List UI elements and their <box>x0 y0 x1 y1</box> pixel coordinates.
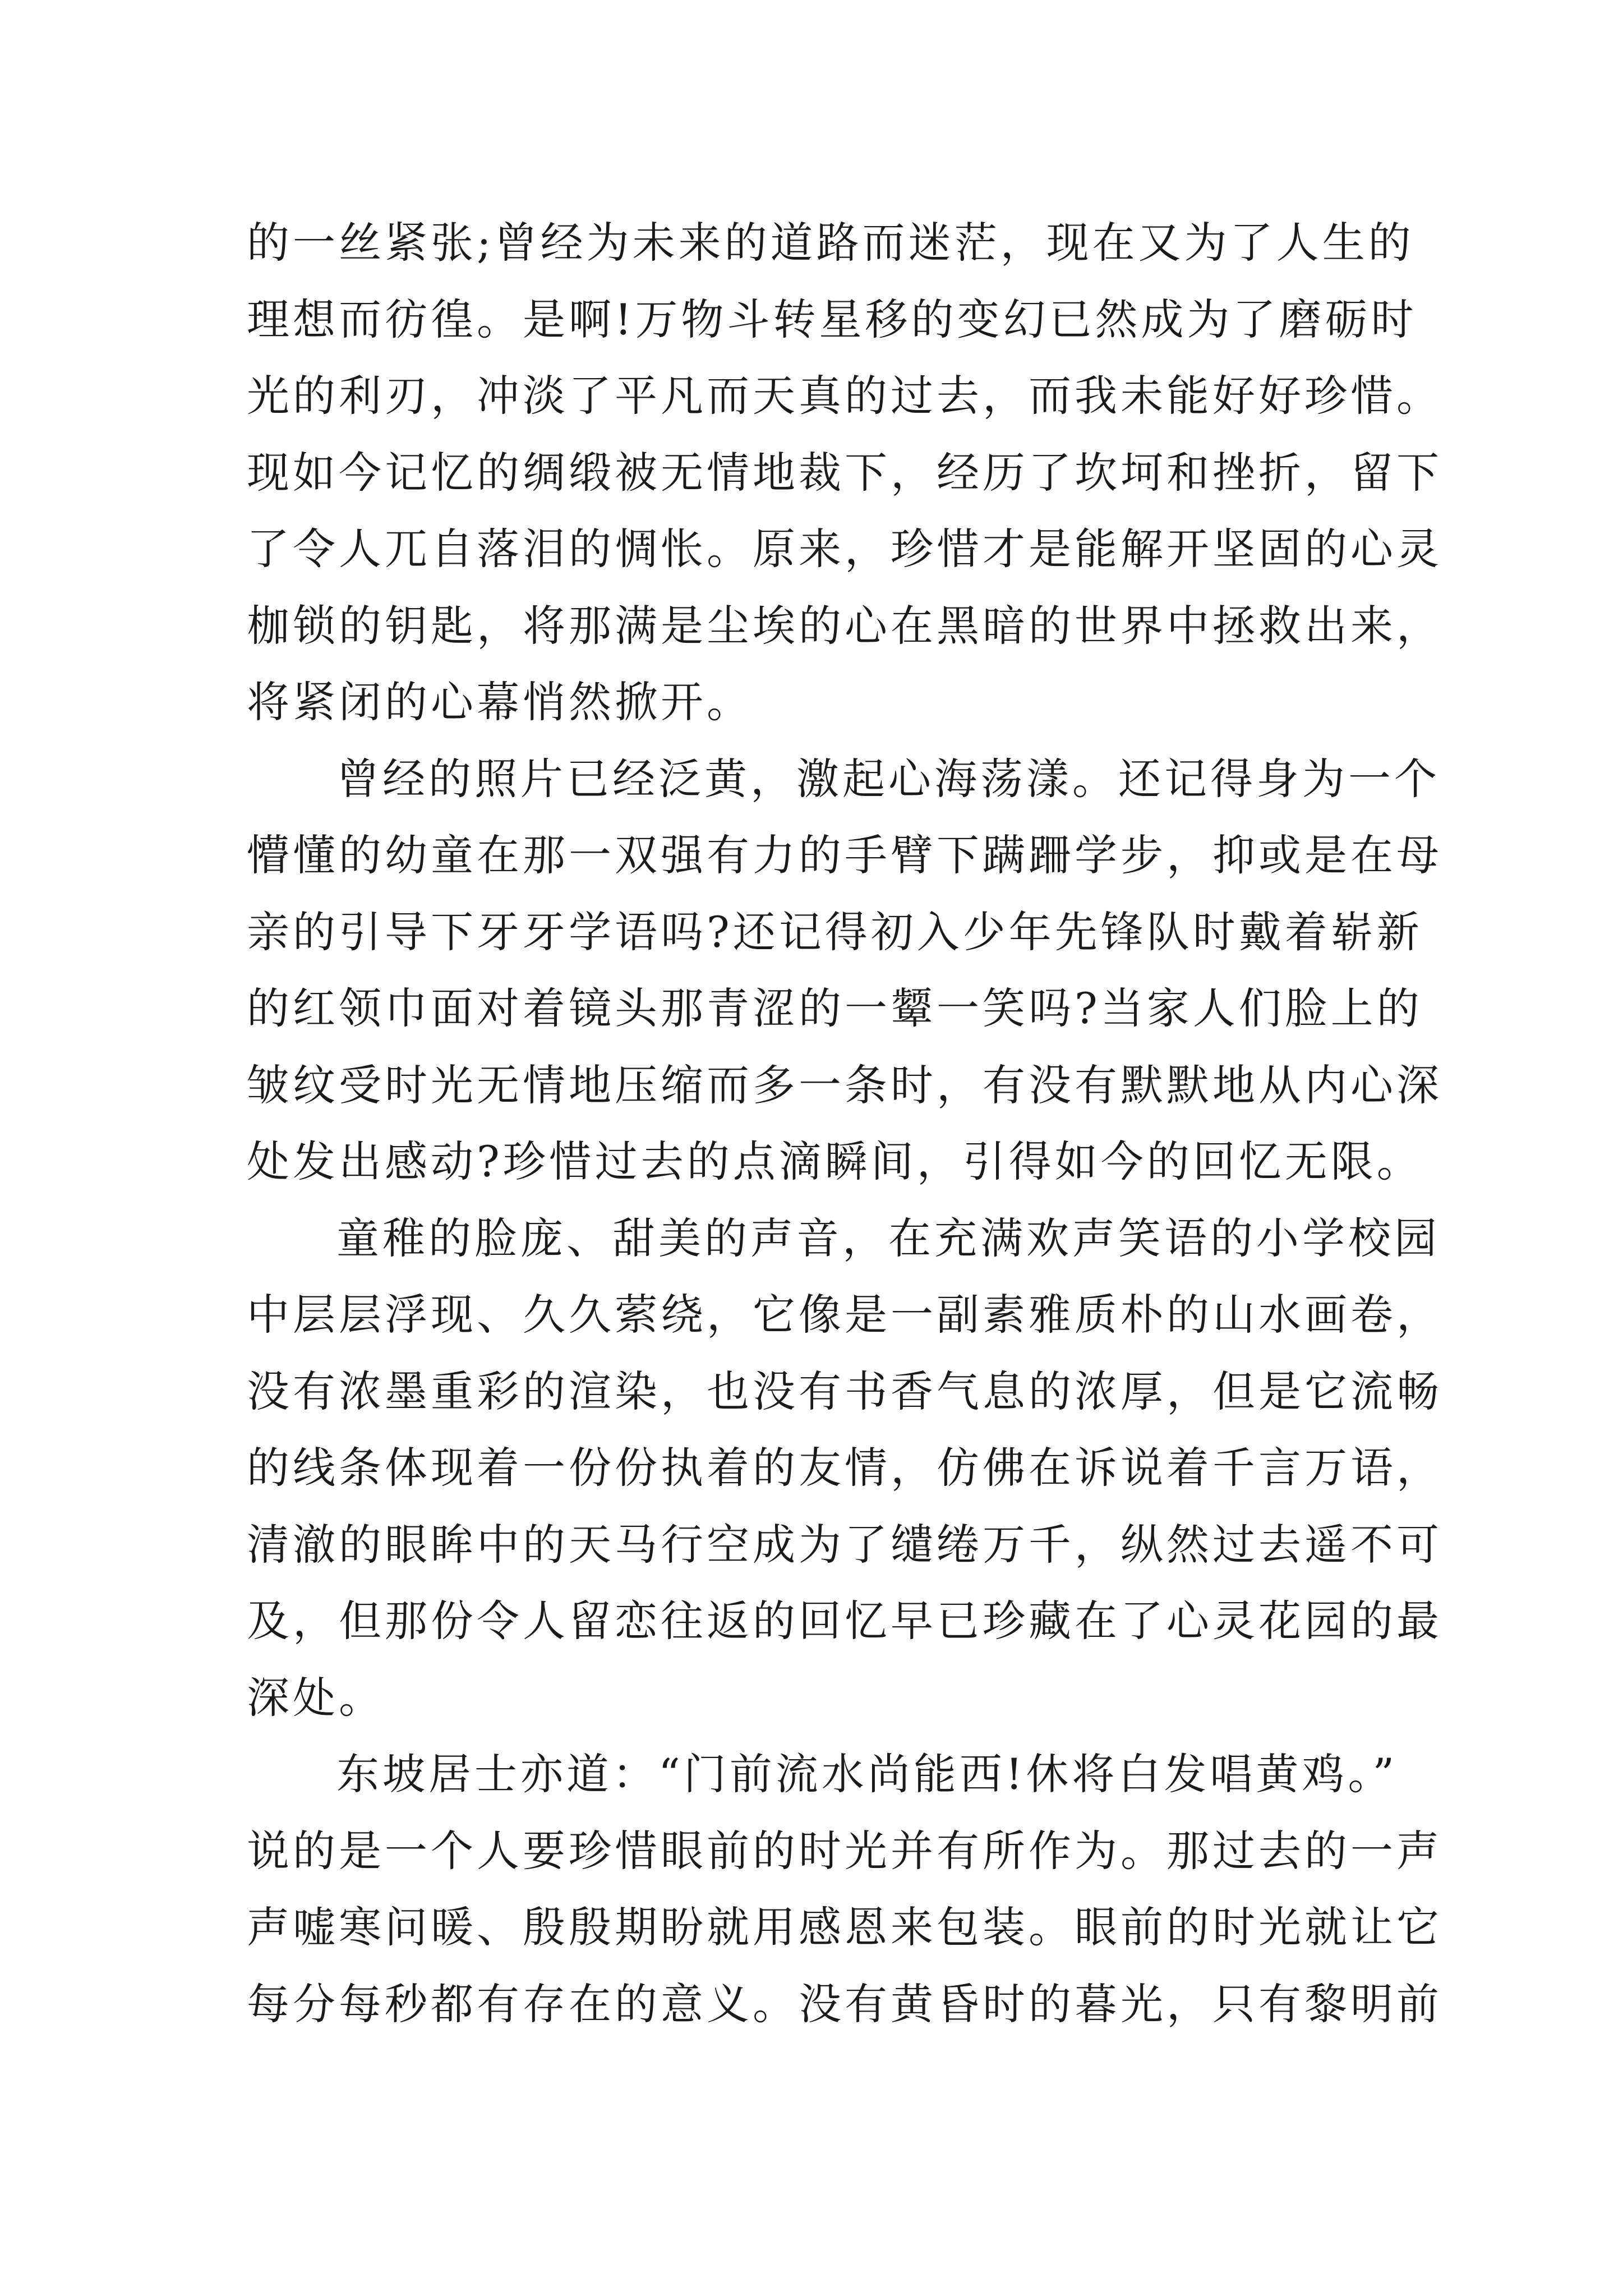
text-line: 光的利刃，冲淡了平凡而天真的过去，而我未能好好珍惜。 <box>247 371 1442 421</box>
text-line: 东坡居士亦道：“门前流水尚能西!休将白发唱黄鸡。” <box>336 1749 1398 1799</box>
document-body <box>247 205 1442 2042</box>
text-line: 深处。 <box>247 1672 385 1723</box>
text-line: 的一丝紧张;曾经为未来的道路而迷茫，现在又为了人生的 <box>247 218 1414 268</box>
text-line: 及，但那份令人留恋往返的回忆早已珍藏在了心灵花园的最 <box>247 1596 1442 1646</box>
text-line: 懵懂的幼童在那一双强有力的手臂下蹒跚学步，抑或是在母 <box>247 830 1442 880</box>
text-line: 理想而彷徨。是啊!万物斗转星移的变幻已然成为了磨砺时 <box>247 294 1417 344</box>
text-line: 皱纹受时光无情地压缩而多一条时，有没有默默地从内心深 <box>247 1060 1442 1110</box>
paragraph-4 <box>247 1736 1442 2042</box>
text-line: 了令人兀自落泪的惆怅。原来，珍惜才是能解开坚固的心灵 <box>247 524 1442 574</box>
text-line: 将紧闭的心幕悄然掀开。 <box>247 677 753 727</box>
text-line: 枷锁的钥匙，将那满是尘埃的心在黑暗的世界中拯救出来， <box>247 600 1442 651</box>
paragraph-2 <box>247 741 1442 1200</box>
text-line: 曾经的照片已经泛黄，激起心海荡漾。还记得身为一个 <box>336 753 1440 804</box>
text-line: 现如今记忆的绸缎被无情地裁下，经历了坎坷和挫折，留下 <box>247 447 1442 498</box>
paragraph-3 <box>247 1200 1442 1737</box>
text-line: 声嘘寒问暖、殷殷期盼就用感恩来包装。眼前的时光就让它 <box>247 1902 1442 1952</box>
text-line: 中层层浮现、久久萦绕，它像是一副素雅质朴的山水画卷， <box>247 1290 1442 1340</box>
paragraph-1 <box>247 205 1442 741</box>
text-line: 童稚的脸庞、甜美的声音，在充满欢声笑语的小学校园 <box>336 1213 1440 1263</box>
text-line: 处发出感动?珍惜过去的点滴瞬间，引得如今的回忆无限。 <box>247 1137 1423 1186</box>
text-line: 清澈的眼眸中的天马行空成为了缱绻万千，纵然过去遥不可 <box>247 1519 1442 1570</box>
text-line: 的红领巾面对着镜头那青涩的一颦一笑吗?当家人们脸上的 <box>247 983 1423 1033</box>
text-line: 说的是一个人要珍惜眼前的时光并有所作为。那过去的一声 <box>247 1825 1442 1876</box>
text-line: 没有浓墨重彩的渲染，也没有书香气息的浓厚，但是它流畅 <box>247 1366 1442 1416</box>
text-line: 亲的引导下牙牙学语吗?还记得初入少年先锋队时戴着崭新 <box>247 907 1423 957</box>
text-line: 每分每秒都有存在的意义。没有黄昏时的暮光，只有黎明前 <box>247 1978 1442 2029</box>
text-line: 的线条体现着一份份执着的友情，仿佛在诉说着千言万语， <box>247 1443 1442 1493</box>
